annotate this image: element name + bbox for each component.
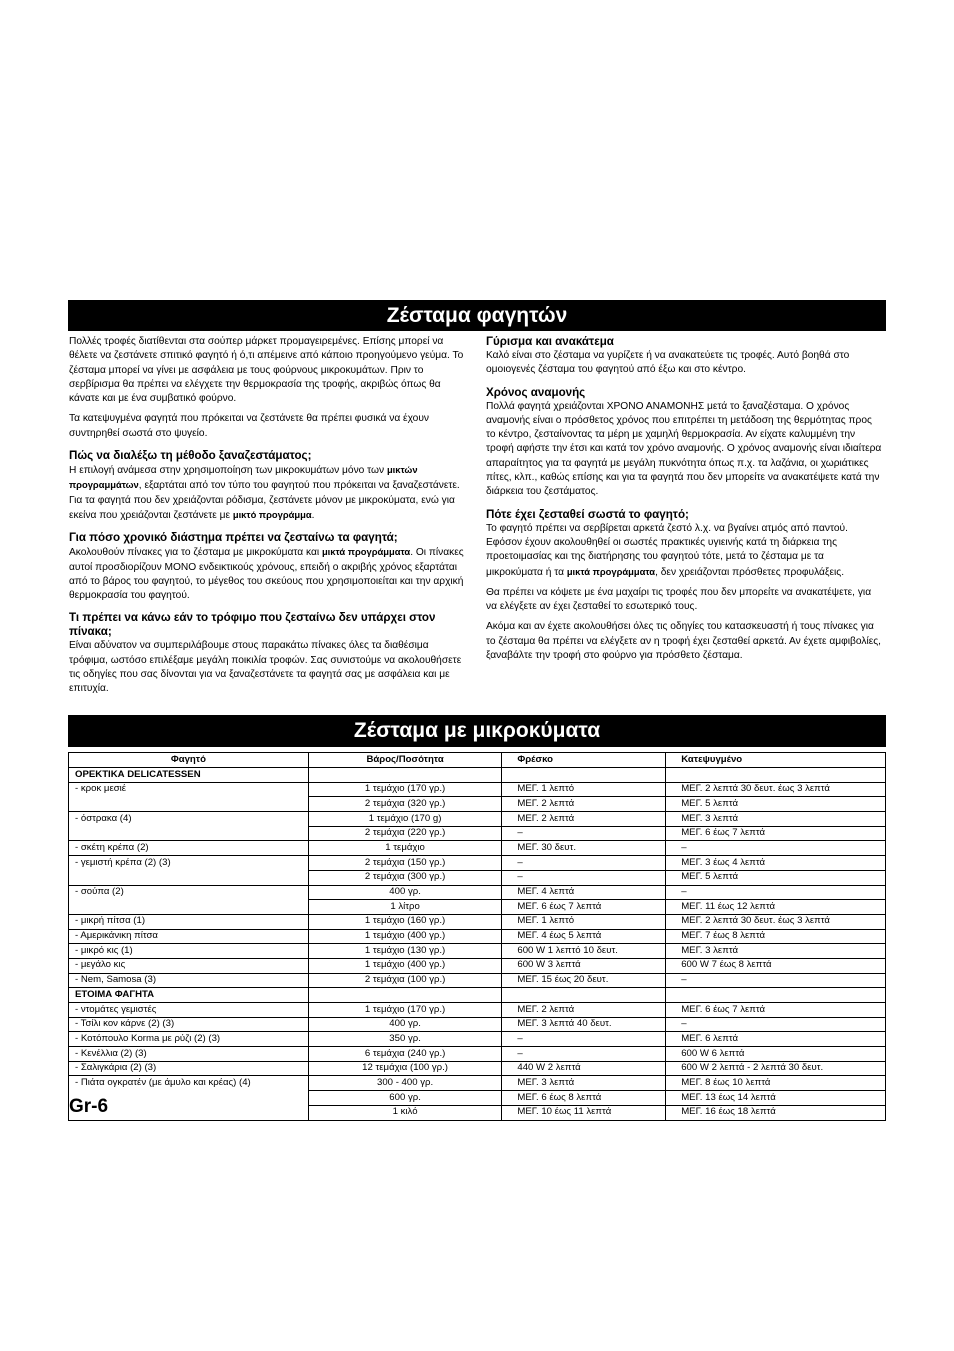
empty-cell — [666, 988, 886, 1003]
text-span: . — [311, 509, 315, 521]
emphasized-term: μικτών προγραμμάτων — [69, 464, 418, 491]
weight-cell: 1 τεμάχιο (160 γρ.) — [308, 914, 502, 929]
weight-cell: 2 τεμάχια (220 γρ.) — [308, 826, 502, 841]
empty-cell — [666, 768, 886, 783]
paragraph: Πολλές τροφές διατίθενται στα σούπερ μάρκετ προμαγειρεμένες. Επίσης μπορεί να θέλετε να ζεστάνετε σπιτικό φαγητό ή ό,τι απέμεινε από κάποιο προηγούμενο γεύμα. Το ζέσταμα μπορεί να γίνει με ασφάλεια με τους φούρνους μικροκυμάτων. Πριν το σερβίρισμα θα πρέπει να ελέγχετε την θερμοκρασία της τροφής, ακριβώς όπως θα κάνατε και με ένα συμβατικό φούρνο. — [69, 336, 464, 405]
fresh-cell: ΜΕΓ. 10 έως 11 λεπτά — [502, 1105, 666, 1120]
weight-cell: 2 τεμάχια (100 γρ.) — [308, 973, 502, 988]
food-cell: - όστρακα (4) — [69, 812, 309, 827]
table-row — [69, 900, 886, 915]
fresh-cell: ΜΕΓ. 1 λεπτό — [502, 914, 666, 929]
frozen-cell: – — [666, 973, 886, 988]
weight-cell: 12 τεμάχια (100 γρ.) — [308, 1061, 502, 1076]
food-cell: - μικρό κις (1) — [69, 944, 309, 959]
fresh-cell: ΜΕΓ. 3 λεπτά 40 δευτ. — [502, 1017, 666, 1032]
fresh-cell: – — [502, 1032, 666, 1047]
weight-cell: 300 - 400 γρ. — [308, 1076, 502, 1091]
paragraph: Τα κατεψυγμένα φαγητά που πρόκειται να ζεστάνετε θα πρέπει φυσικά να έχουν συντηρηθεί σωστά στο ψυγείο. — [69, 413, 429, 439]
weight-cell: 1 τεμάχιο (130 γρ.) — [308, 944, 502, 959]
fresh-cell: ΜΕΓ. 4 έως 5 λεπτά — [502, 929, 666, 944]
food-cell: - Τσίλι κον κάρνε (2) (3) — [69, 1017, 309, 1032]
section-label: ΟΡΕΚΤΙΚΑ DELICATESSEN — [69, 768, 309, 783]
weight-cell: 1 τεμάχιο — [308, 841, 502, 856]
fresh-cell: 440 W 2 λεπτά — [502, 1061, 666, 1076]
emphasized-term: μικτά προγράμματα — [566, 565, 656, 577]
frozen-cell: ΜΕΓ. 3 λεπτά — [666, 812, 886, 827]
text-span: Το φαγητό πρέπει να σερβίρεται αρκετά ζεστό λ.χ. να βγαίνει ατμός από παντού. Εφόσον έχουν ακολουθηθεί οι σωστές πρακτικές υγιεινής κατά τη διάρκεια της προετοιμασίας και της διατήρησης του φαγητού τότε, μετά το ζέσταμα με τα μικροκύματα ή τα — [486, 522, 848, 578]
food-cell: - μικρή πίτσα (1) — [69, 914, 309, 929]
fresh-cell: ΜΕΓ. 4 λεπτά — [502, 885, 666, 900]
frozen-cell: ΜΕΓ. 8 έως 10 λεπτά — [666, 1076, 886, 1091]
page-number: Gr-6 — [69, 1096, 109, 1117]
weight-cell: 1 τεμάχιο (170 γρ.) — [308, 1003, 502, 1018]
frozen-cell: 600 W 7 έως 8 λεπτά — [666, 958, 886, 973]
paragraph: Ακόμα και αν έχετε ακολουθήσει όλες τις οδηγίες του κατασκευαστή ή τους πίνακες για το ζέσταμα θα πρέπει να ελέγξετε αν η τροφή έχει ζεσταθεί αρκετά. Αν έχετε αμφιβολίες, ξαναβάλτε την τροφή στο φούρνο για πρόσθετο ζέσταμα. — [486, 621, 882, 662]
section-title-reheating: Ζέσταμα φαγητών — [68, 300, 886, 331]
paragraph — [69, 545, 465, 603]
table-row — [69, 826, 886, 841]
table-row — [69, 1061, 886, 1076]
reheating-table — [68, 752, 886, 1121]
text-span: , εξαρτάται από τον τύπο του φαγητού που πρόκειται να ξαναζεστάνετε. Για τα φαγητά που δεν χρειάζονται ρόδισμα, ζεστάνετε μόνον με μικροκύματα, ενώ για εκείνα που χρειάζονται ζεστάνετε με — [69, 480, 460, 521]
header-fresh: Φρέσκο — [502, 753, 666, 768]
header-frozen: Κατεψυγμένο — [666, 753, 886, 768]
frozen-cell: – — [666, 885, 886, 900]
frozen-cell: ΜΕΓ. 5 λεπτά — [666, 797, 886, 812]
fresh-cell: ΜΕΓ. 2 λεπτά — [502, 1003, 666, 1018]
section-label: ΕΤΟΙΜΑ ΦΑΓΗΤΑ — [69, 988, 309, 1003]
subheading: Γύρισμα και ανακάτεμα — [486, 335, 614, 348]
weight-cell: 1 λίτρο — [308, 900, 502, 915]
table-row — [69, 1017, 886, 1032]
weight-cell: 1 τεμάχιο (170 g) — [308, 812, 502, 827]
frozen-cell: ΜΕΓ. 13 έως 14 λεπτά — [666, 1091, 886, 1106]
weight-cell: 400 γρ. — [308, 1017, 502, 1032]
fresh-cell: ΜΕΓ. 30 δευτ. — [502, 841, 666, 856]
empty-cell — [308, 768, 502, 783]
food-cell: - μεγάλο κις — [69, 958, 309, 973]
table-row — [69, 973, 886, 988]
food-cell: - Κοτόπουλο Korma με ρύζι (2) (3) — [69, 1032, 309, 1047]
fresh-cell: ΜΕΓ. 15 έως 20 δευτ. — [502, 973, 666, 988]
subheading: Χρόνος αναμονής — [486, 385, 586, 399]
text-span: . Οι πίνακες αυτοί προσδιορίζουν ΜΟΝΟ ενδεικτικούς χρόνους, επειδή ο ακριβής χρόνος εξαρτάται από το βάρος του φαγητού, το μέγεθος του σκεύους που χρησιμοποιείται και την αρχική θερμοκρασία του φαγητού. — [69, 547, 464, 602]
frozen-cell: ΜΕΓ. 11 έως 12 λεπτά — [666, 900, 886, 915]
fresh-cell: ΜΕΓ. 6 έως 8 λεπτά — [502, 1091, 666, 1106]
table-row — [69, 929, 886, 944]
frozen-cell: ΜΕΓ. 6 λεπτά — [666, 1032, 886, 1047]
fresh-cell: – — [502, 826, 666, 841]
weight-cell: 350 γρ. — [308, 1032, 502, 1047]
weight-cell: 1 κιλό — [308, 1105, 502, 1120]
table-row — [69, 944, 886, 959]
food-cell: - Nem, Samosa (3) — [69, 973, 309, 988]
table-row — [69, 885, 886, 900]
fresh-cell: ΜΕΓ. 6 έως 7 λεπτά — [502, 900, 666, 915]
fresh-cell: ΜΕΓ. 2 λεπτά — [502, 812, 666, 827]
table-row — [69, 841, 886, 856]
weight-cell: 1 τεμάχιο (400 γρ.) — [308, 958, 502, 973]
table-row — [69, 1105, 886, 1120]
emphasized-term: μικτά προγράμματα — [321, 546, 411, 558]
paragraph — [69, 463, 465, 523]
food-cell: - σούπα (2) — [69, 885, 309, 900]
left-column — [69, 335, 465, 703]
fresh-cell: 600 W 3 λεπτά — [502, 958, 666, 973]
table-row — [69, 797, 886, 812]
table-row — [69, 782, 886, 797]
weight-cell: 600 γρ. — [308, 1091, 502, 1106]
food-cell — [69, 900, 309, 915]
table-row — [69, 870, 886, 885]
table-row — [69, 1032, 886, 1047]
weight-cell: 1 τεμάχιο (400 γρ.) — [308, 929, 502, 944]
header-weight: Βάρος/Ποσότητα — [308, 753, 502, 768]
empty-cell — [502, 988, 666, 1003]
frozen-cell: ΜΕΓ. 3 λεπτά — [666, 944, 886, 959]
table-row — [69, 856, 886, 871]
fresh-cell: – — [502, 870, 666, 885]
frozen-cell: ΜΕΓ. 2 λεπτά 30 δευτ. έως 3 λεπτά — [666, 782, 886, 797]
frozen-cell: ΜΕΓ. 6 έως 7 λεπτά — [666, 1003, 886, 1018]
paragraph: Καλό είναι στο ζέσταμα να γυρίζετε ή να ανακατεύετε τις τροφές. Αυτό βοηθά στο ομοιογενές ζέσταμα του φαγητού από έξω και στο κέντρο. — [486, 350, 850, 376]
table-section-row — [69, 768, 886, 783]
text-span: Ακολουθούν πίνακες για το ζέσταμα με μικροκύματα και — [69, 547, 322, 559]
food-cell: - ντομάτες γεμιστές — [69, 1003, 309, 1018]
frozen-cell: ΜΕΓ. 16 έως 18 λεπτά — [666, 1105, 886, 1120]
food-cell — [69, 826, 309, 841]
table-row — [69, 1003, 886, 1018]
food-cell — [69, 797, 309, 812]
frozen-cell: ΜΕΓ. 5 λεπτά — [666, 870, 886, 885]
subheading: Για πόσο χρονικό διάστημα πρέπει να ζεσταίνω τα φαγητά; — [69, 531, 398, 545]
food-cell: - Κενέλλια (2) (3) — [69, 1047, 309, 1062]
paragraph — [486, 522, 882, 580]
emphasized-term: μικτό προγράμμα — [232, 508, 312, 520]
weight-cell: 2 τεμάχια (320 γρ.) — [308, 797, 502, 812]
table-row — [69, 958, 886, 973]
section-title-microwave-reheating: Ζέσταμα με μικροκύματα — [68, 715, 886, 747]
food-cell: - σκέτη κρέπα (2) — [69, 841, 309, 856]
food-cell: - Πιάτα ογκρατέν (με άμυλο και κρέας) (4) — [69, 1076, 309, 1091]
table-row — [69, 812, 886, 827]
frozen-cell: 600 W 2 λεπτά - 2 λεπτά 30 δευτ. — [666, 1061, 886, 1076]
frozen-cell: – — [666, 841, 886, 856]
weight-cell: 6 τεμάχια (240 γρ.) — [308, 1047, 502, 1062]
food-cell — [69, 870, 309, 885]
empty-cell — [502, 768, 666, 783]
food-cell: - κροκ μεσιέ — [69, 782, 309, 797]
header-food: Φαγητό — [69, 753, 309, 768]
table-row — [69, 1091, 886, 1106]
food-cell: - γεμιστή κρέπα (2) (3) — [69, 856, 309, 871]
food-cell: - Αμερικάνικη πίτσα — [69, 929, 309, 944]
fresh-cell: ΜΕΓ. 1 λεπτό — [502, 782, 666, 797]
frozen-cell: ΜΕΓ. 6 έως 7 λεπτά — [666, 826, 886, 841]
right-column — [486, 335, 882, 669]
paragraph: Είναι αδύνατον να συμπεριλάβουμε στους παρακάτω πίνακες όλες τα διαθέσιμα τρόφιμα, ωστόσο επιλέξαμε μεγάλη ποικιλία τροφών. Σας συνιστούμε να ακολουθήσετε τις οδηγίες που σας δίνονται για να ξαναζεστάνετε τα φαγητά σας με ασφάλεια και με επιτυχία. — [69, 640, 462, 695]
paragraph: Πολλά φαγητά χρειάζονται ΧΡΟΝΟ ΑΝΑΜΟΝΗΣ μετά το ξαναζέσταμα. Ο χρόνος αναμονής είναι ο πρόσθετος χρόνος που επιτρέπει τη μετάδοση της θερμότητας προς το κέντρο, ζεσταίνοντας τα μέρη με χαμηλή θερμοκρασία. Αν είχατε καλυμμένη την τροφή αφήστε την έτσι και κατά τον χρόνο αναμονής. Ο χρόνος αναμονής είναι ιδιαίτερα απαραίτητος για τα φαγητά με μεγάλη πυκνότητα όπως π.χ. τα λαζάνια, οι χωριάτικες πίτες, κλπ., καθώς επίσης και για τα φαγητά που δεν μπορείτε να ανακατέψετε κατά την διάρκεια του ζεστάματος. — [486, 400, 882, 498]
fresh-cell: – — [502, 1047, 666, 1062]
frozen-cell: ΜΕΓ. 3 έως 4 λεπτά — [666, 856, 886, 871]
fresh-cell: – — [502, 856, 666, 871]
frozen-cell: ΜΕΓ. 7 έως 8 λεπτά — [666, 929, 886, 944]
table-row — [69, 914, 886, 929]
subheading: Τι πρέπει να κάνω εάν το τρόφιμο που ζεσταίνω δεν υπάρχει στον πίνακα; — [69, 611, 436, 639]
frozen-cell: ΜΕΓ. 2 λεπτά 30 δευτ. έως 3 λεπτά — [666, 914, 886, 929]
table-row — [69, 1047, 886, 1062]
table-row — [69, 1076, 886, 1091]
table-section-row — [69, 988, 886, 1003]
weight-cell: 400 γρ. — [308, 885, 502, 900]
weight-cell: 2 τεμάχια (150 γρ.) — [308, 856, 502, 871]
paragraph: Θα πρέπει να κόψετε με ένα μαχαίρι τις τροφές που δεν μπορείτε να ανακατέψετε, για να ελέγξετε αν έχει ζεσταθεί το εσωτερικό τους. — [486, 586, 872, 613]
table-header-row — [69, 753, 886, 768]
weight-cell: 1 τεμάχιο (170 γρ.) — [308, 782, 502, 797]
frozen-cell: 600 W 6 λεπτά — [666, 1047, 886, 1062]
fresh-cell: 600 W 1 λεπτό 10 δευτ. — [502, 944, 666, 959]
subheading: Πώς να διαλέξω τη μέθοδο ξαναζεστάματος; — [69, 449, 312, 463]
weight-cell: 2 τεμάχια (300 γρ.) — [308, 870, 502, 885]
frozen-cell: – — [666, 1017, 886, 1032]
food-cell: - Σαλιγκάρια (2) (3) — [69, 1061, 309, 1076]
table-body — [69, 768, 886, 1121]
fresh-cell: ΜΕΓ. 3 λεπτά — [502, 1076, 666, 1091]
fresh-cell: ΜΕΓ. 2 λεπτά — [502, 797, 666, 812]
empty-cell — [308, 988, 502, 1003]
subheading: Πότε έχει ζεσταθεί σωστά το φαγητό; — [486, 507, 689, 521]
text-span: , δεν χρειάζονται πρόσθετες προφυλάξεις. — [655, 566, 845, 578]
text-span: Η επιλογή ανάμεσα στην χρησιμοποίηση των μικροκυμάτων μόνο των — [69, 465, 387, 477]
